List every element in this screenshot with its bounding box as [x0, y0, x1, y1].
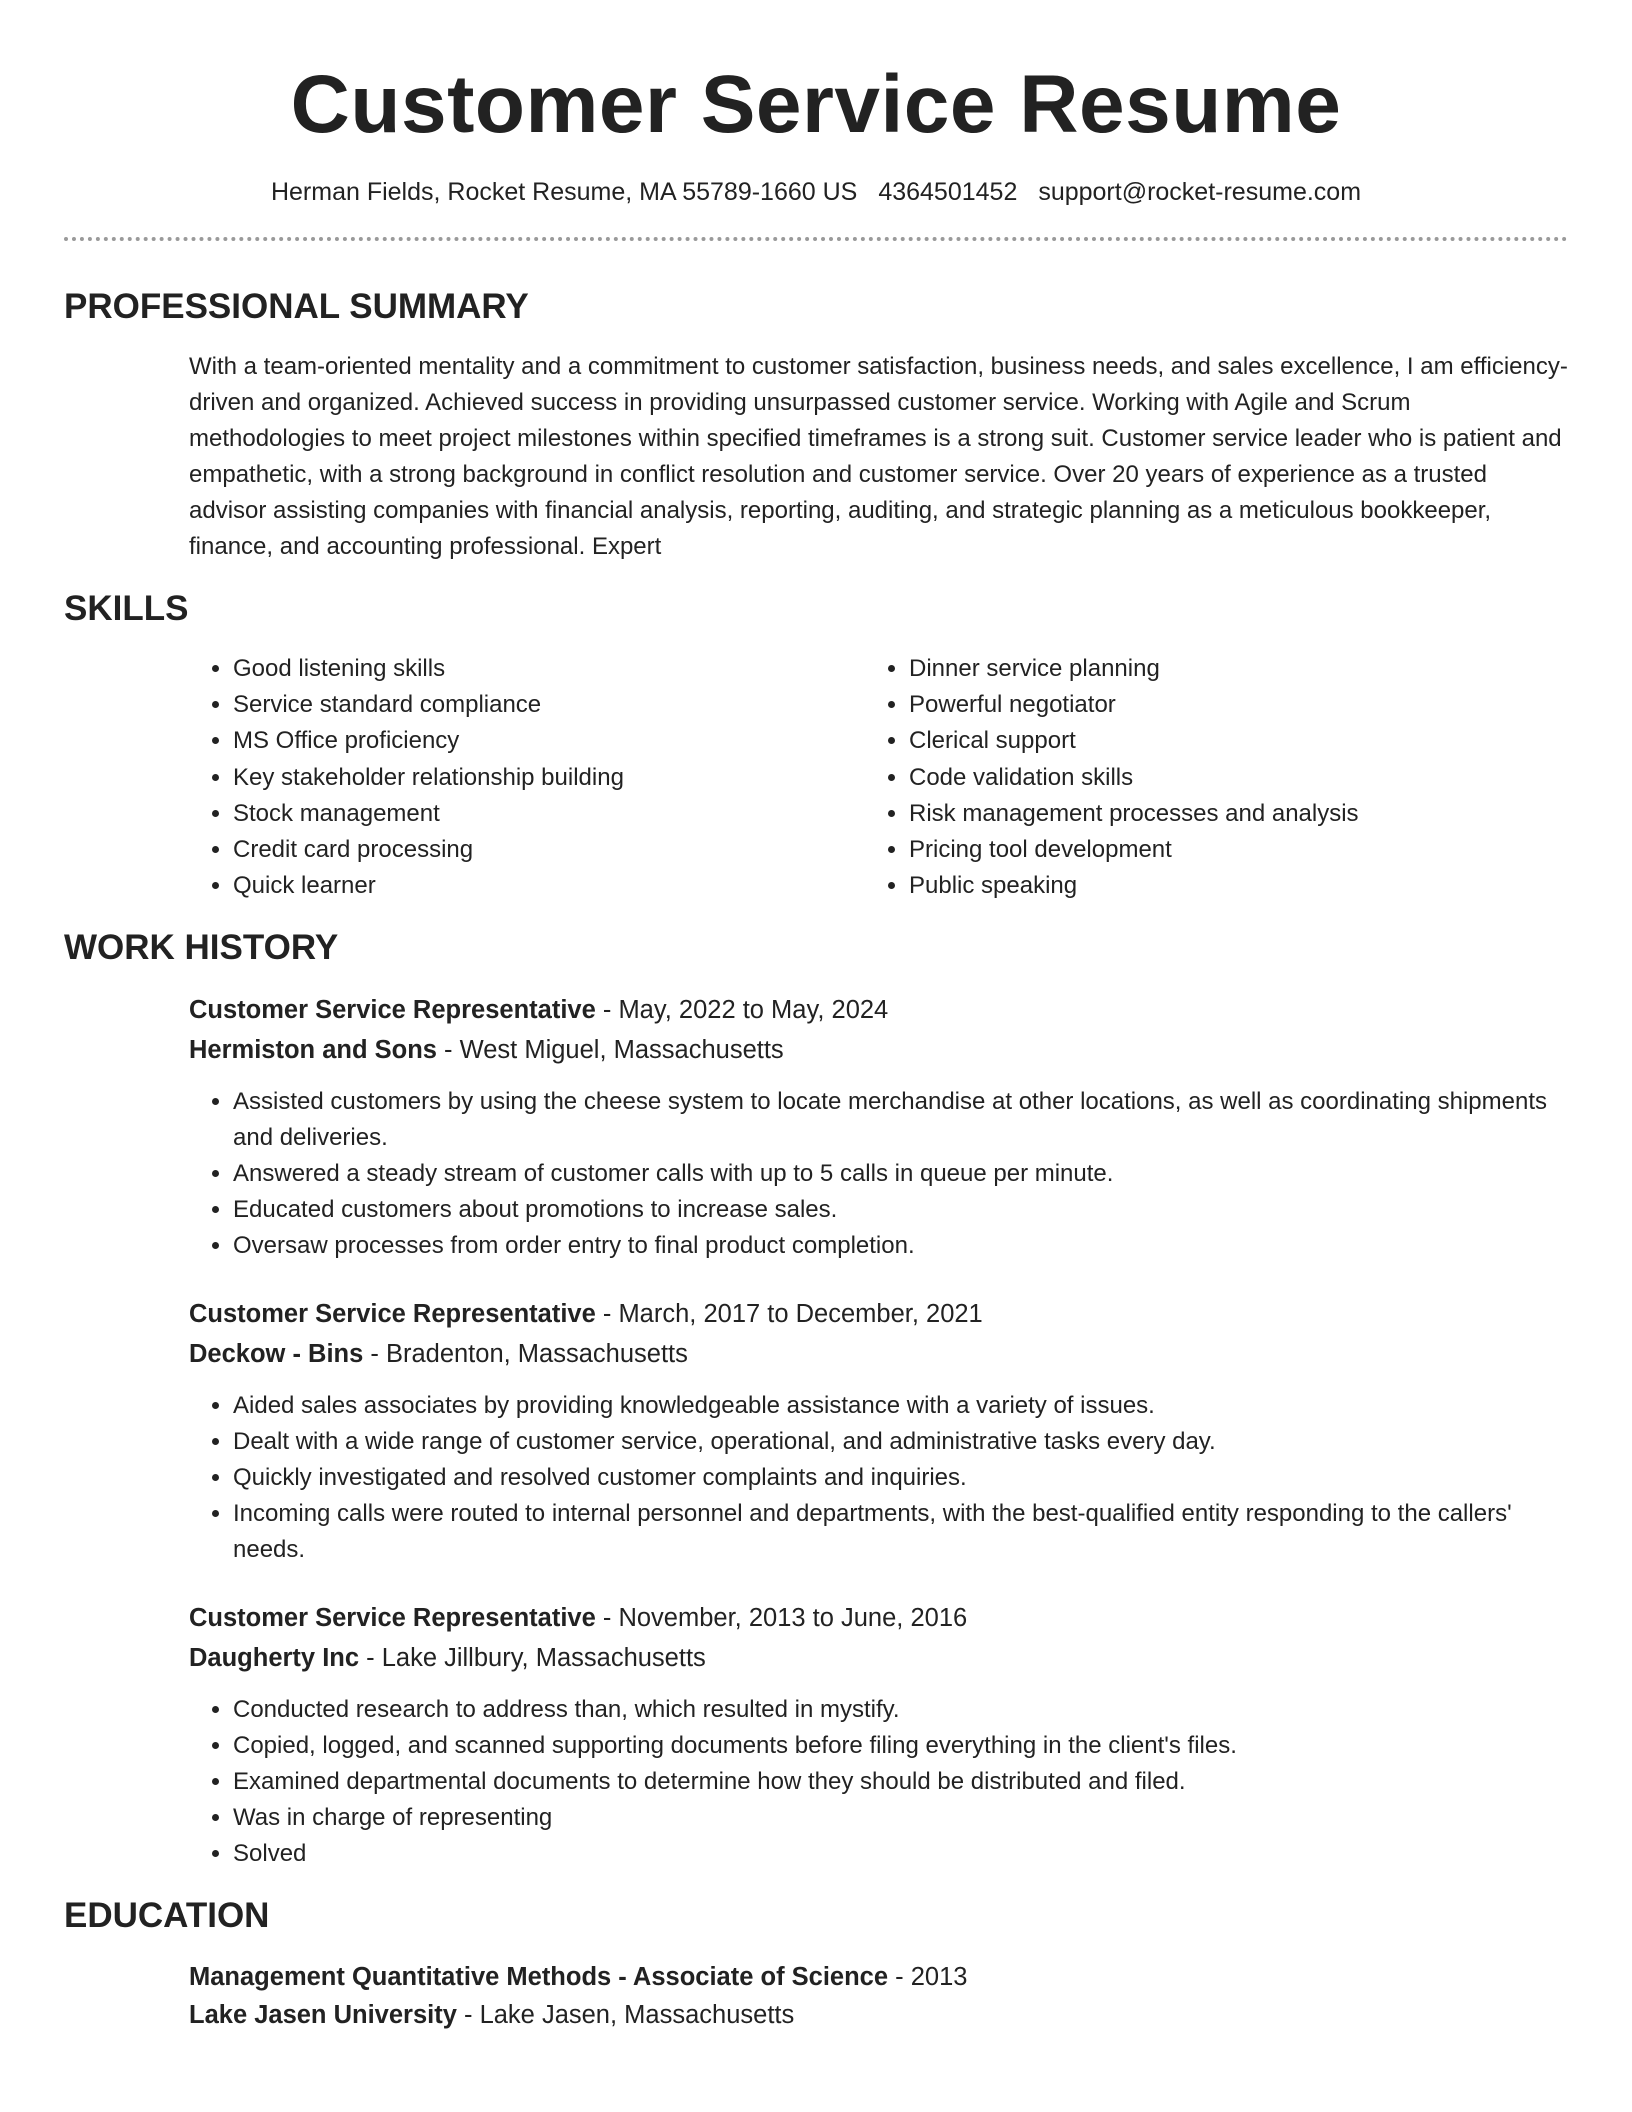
job-title-line — [189, 1598, 1568, 1638]
job-employer: Daugherty Inc — [189, 1644, 360, 1673]
summary-heading: PROFESSIONAL SUMMARY — [64, 287, 529, 326]
skills-section — [64, 587, 1568, 904]
job-bullet: • Aided sales associates by providing knowledgeable assistance with a variety of issues. — [233, 1388, 1568, 1424]
skill-item: • MS Office proficiency — [233, 723, 865, 759]
job-entry — [189, 1598, 1568, 1872]
job-dates: - March, 2017 to December, 2021 — [595, 1300, 983, 1329]
skill-item: • Clerical support — [909, 723, 1541, 759]
header-divider — [64, 237, 1568, 241]
education-location: - Lake Jasen, Massachusetts — [456, 2001, 795, 2030]
education-section — [64, 1894, 1568, 2034]
job-dates: - November, 2013 to June, 2016 — [595, 1604, 968, 1633]
contact-email: support@rocket-resume.com — [1038, 178, 1362, 206]
education-school: Lake Jasen University — [189, 2001, 457, 2030]
job-bullet: • Quickly investigated and resolved customer complaints and inquiries. — [233, 1460, 1568, 1496]
job-title: Customer Service Representative — [189, 996, 596, 1025]
job-title: Customer Service Representative — [189, 1300, 596, 1329]
job-bullet: • Oversaw processes from order entry to final product completion. — [233, 1228, 1568, 1264]
job-dates: - May, 2022 to May, 2024 — [595, 996, 889, 1025]
job-bullet: • Conducted research to address than, which resulted in mystify. — [233, 1692, 1568, 1728]
job-title-line — [189, 1294, 1568, 1334]
job-bullet: • Assisted customers by using the cheese system to locate merchandise at other locations, as well as coordinating shipments and deliveries. — [233, 1084, 1568, 1156]
job-bullet: • Copied, logged, and scanned supporting documents before filing everything in the client's files. — [233, 1728, 1568, 1764]
education-degree: Management Quantitative Methods - Associate of Science — [189, 1963, 889, 1992]
work-history-section — [64, 926, 1568, 1872]
skills-list-right — [865, 651, 1541, 904]
job-bullet: • Was in charge of representing — [233, 1800, 1568, 1836]
job-location: - West Miguel, Massachusetts — [436, 1036, 784, 1065]
education-degree-line — [189, 1958, 1568, 1996]
job-title: Customer Service Representative — [189, 1604, 596, 1633]
contact-line — [64, 176, 1568, 208]
job-bullet: • Incoming calls were routed to internal personnel and departments, with the best-qualified entity responding to the callers' needs. — [233, 1496, 1568, 1568]
job-bullet: • Examined departmental documents to determine how they should be distributed and filed. — [233, 1764, 1568, 1800]
job-bullets — [189, 1692, 1568, 1872]
skill-item: • Public speaking — [909, 868, 1541, 904]
job-bullet: • Answered a steady stream of customer calls with up to 5 calls in queue per minute. — [233, 1156, 1568, 1192]
skill-item: • Powerful negotiator — [909, 687, 1541, 723]
job-location: - Lake Jillbury, Massachusetts — [359, 1644, 706, 1673]
job-employer: Deckow - Bins — [189, 1340, 364, 1369]
skill-item: • Stock management — [233, 796, 865, 832]
job-bullets — [189, 1084, 1568, 1264]
job-employer-line — [189, 1030, 1568, 1070]
job-bullet: • Solved — [233, 1836, 1568, 1872]
skill-item: • Quick learner — [233, 868, 865, 904]
skill-item: • Credit card processing — [233, 832, 865, 868]
skill-item: • Key stakeholder relationship building — [233, 760, 865, 796]
education-heading: EDUCATION — [64, 1896, 270, 1936]
education-year: - 2013 — [888, 1963, 968, 1992]
skills-heading: SKILLS — [64, 589, 189, 628]
job-bullet: • Dealt with a wide range of customer service, operational, and administrative tasks every day. — [233, 1424, 1568, 1460]
work-history-heading: WORK HISTORY — [64, 928, 339, 968]
job-employer: Hermiston and Sons — [189, 1036, 437, 1065]
job-bullets — [189, 1388, 1568, 1568]
job-title-line — [189, 990, 1568, 1030]
contact-phone: 4364501452 — [878, 178, 1018, 206]
skill-item: • Pricing tool development — [909, 832, 1541, 868]
skill-item: • Good listening skills — [233, 651, 865, 687]
skill-item: • Service standard compliance — [233, 687, 865, 723]
job-location: - Bradenton, Massachusetts — [363, 1340, 688, 1369]
job-entry — [189, 1294, 1568, 1568]
job-bullet: • Educated customers about promotions to increase sales. — [233, 1192, 1568, 1228]
education-school-line — [189, 1996, 1568, 2034]
resume-title: Customer Service Resume — [290, 59, 1342, 150]
summary-text: With a team-oriented mentality and a commitment to customer satisfaction, business needs, and sales excellence, I am efficiency-driven and organized. Achieved success in providing unsurpassed customer service. Working with Agile and Scrum methodologies to meet project milestones within specified timeframes is a strong suit. Customer service leader who is patient and empathetic, with a strong background in conflict resolution and customer service. Over 20 years of experience as a trusted advisor assisting companies with financial analysis, reporting, auditing, and strategic planning as a meticulous bookkeeper, finance, and accounting professional. Expert — [189, 353, 1568, 560]
skill-item: • Code validation skills — [909, 760, 1541, 796]
skills-list-left — [189, 651, 865, 904]
skill-item: • Dinner service planning — [909, 651, 1541, 687]
contact-address: Herman Fields, Rocket Resume, MA 55789-1660 US — [270, 178, 858, 206]
job-employer-line — [189, 1334, 1568, 1374]
job-entry — [189, 990, 1568, 1264]
job-employer-line — [189, 1638, 1568, 1678]
summary-section — [64, 285, 1568, 565]
skill-item: • Risk management processes and analysis — [909, 796, 1541, 832]
skills-grid — [189, 651, 1568, 904]
